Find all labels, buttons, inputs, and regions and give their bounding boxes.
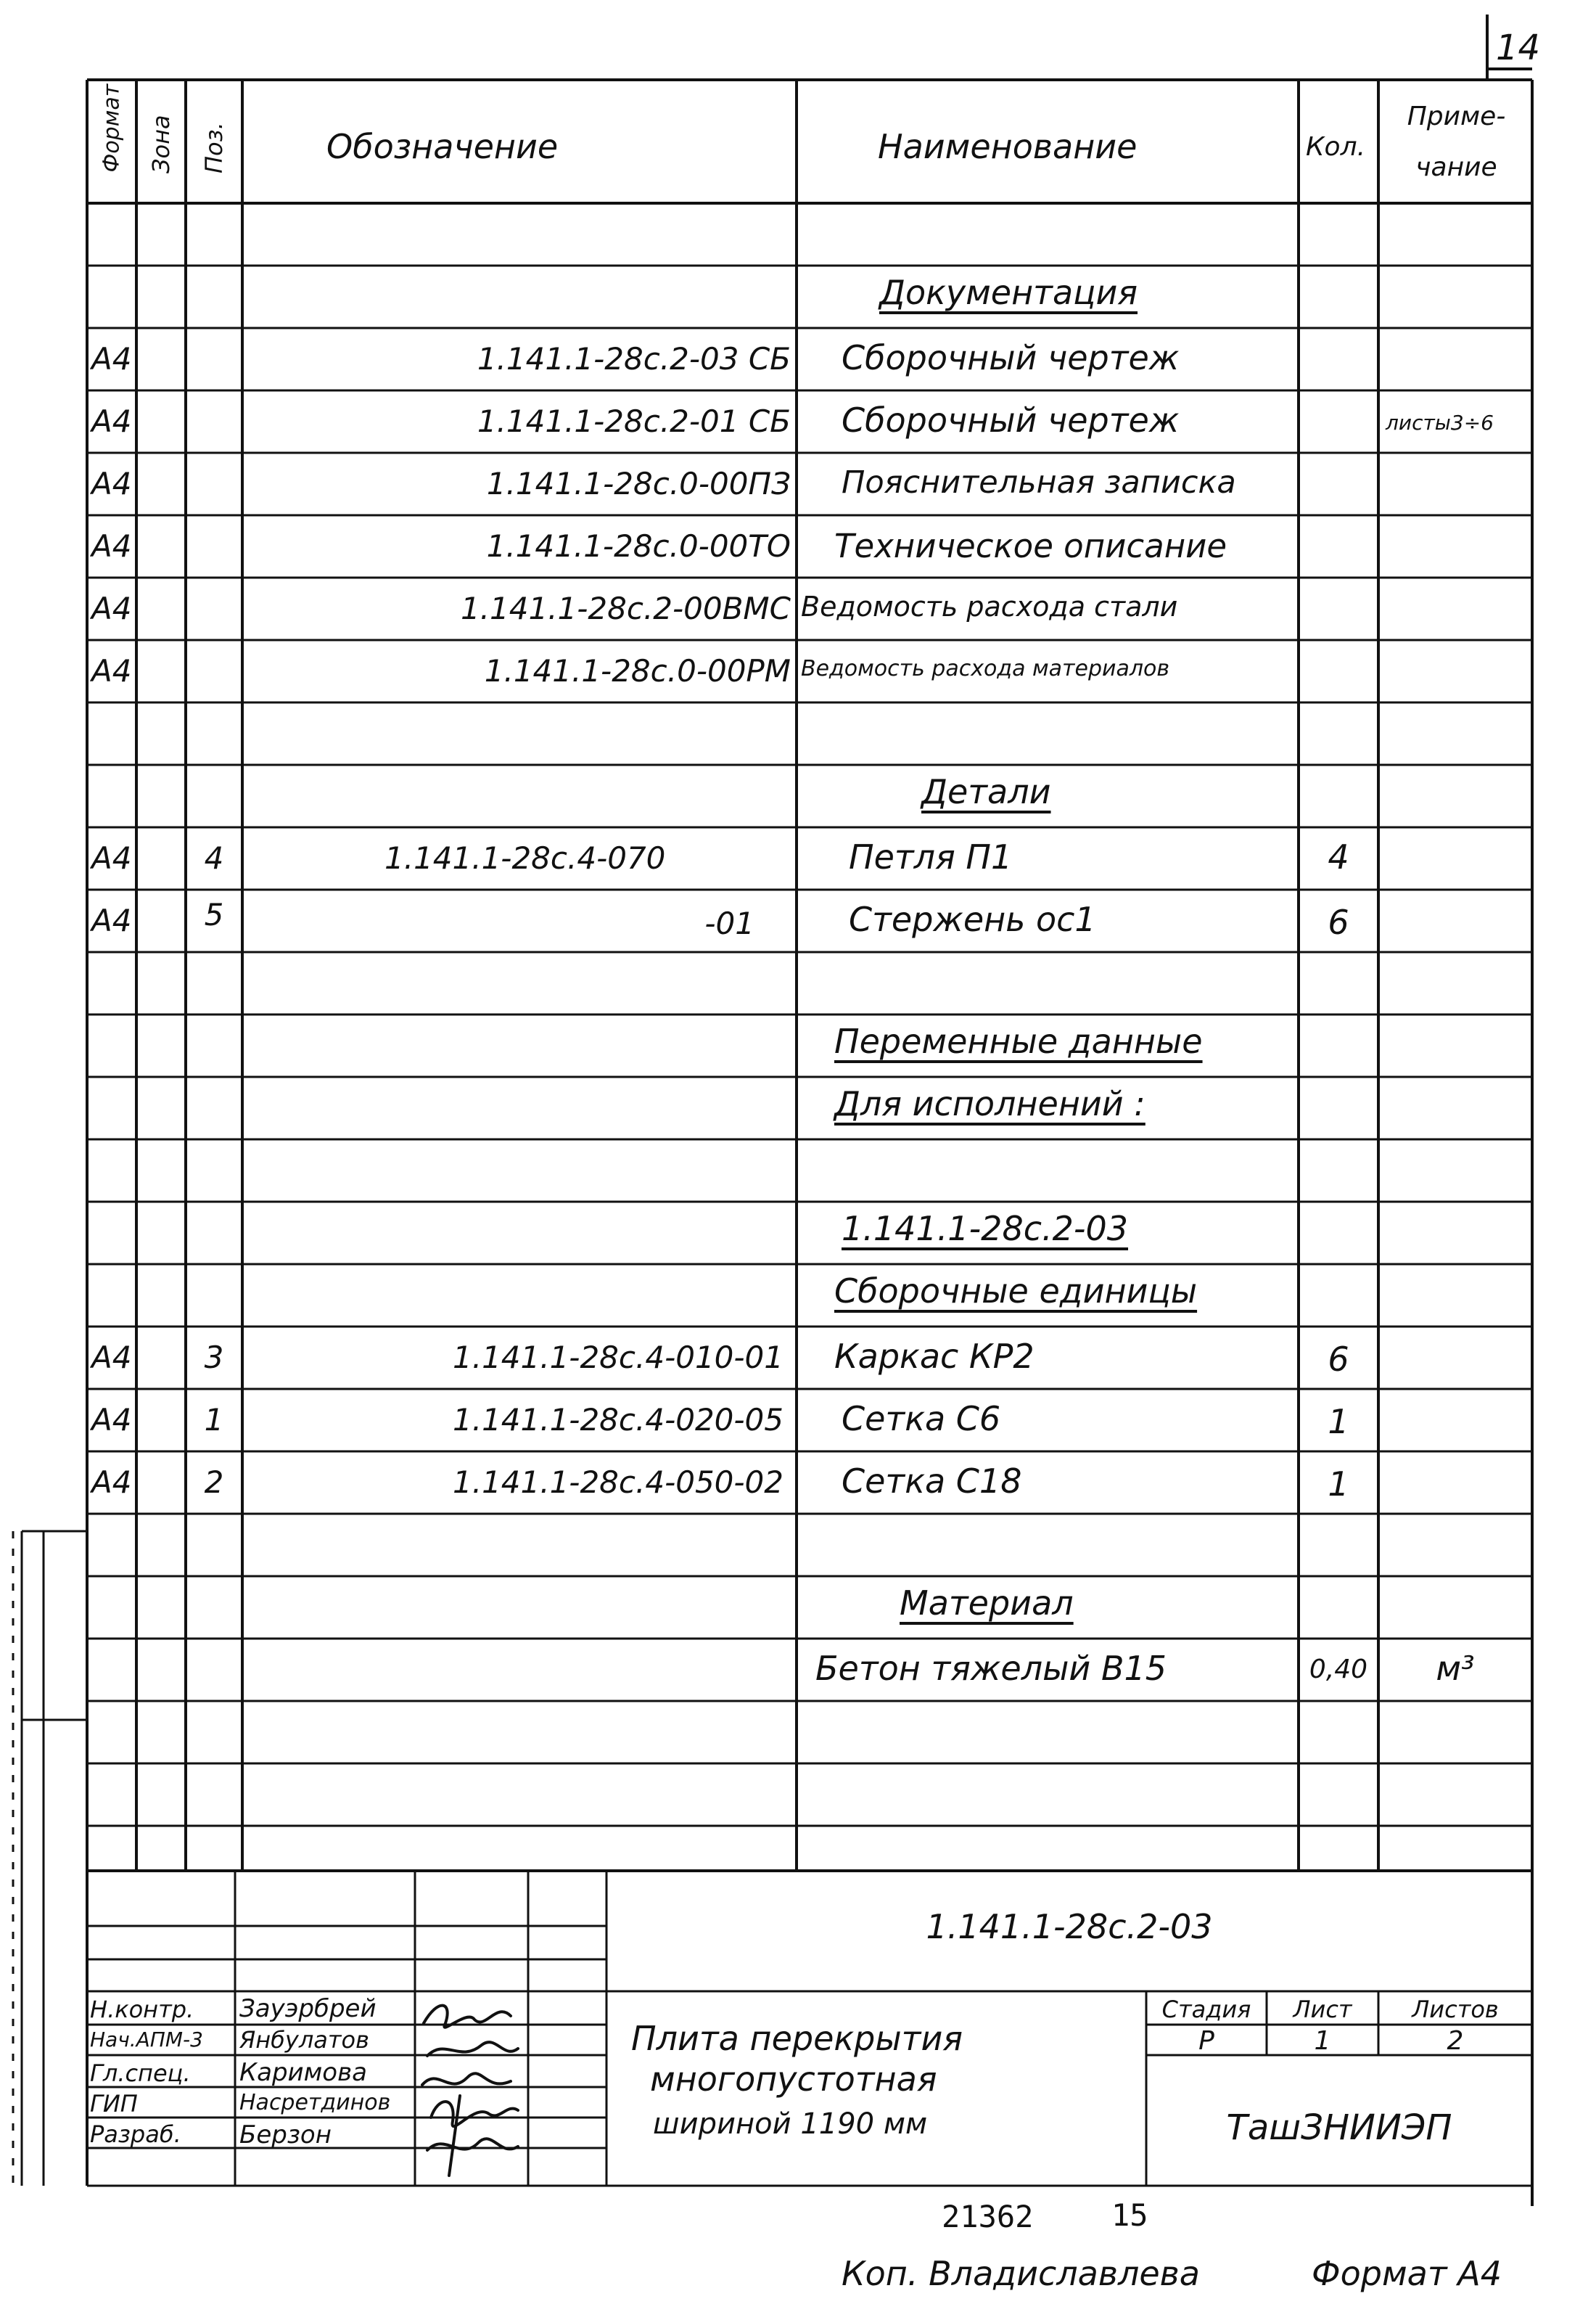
row-qty: 0,40 [1309,1655,1368,1684]
row-format: А4 [91,591,132,626]
row-name: Сборочный чертеж [842,401,1180,440]
row-pos: 4 [204,840,224,876]
row-pos: 1 [204,1402,224,1438]
header-name: Наименование [878,127,1138,166]
row-qty: 6 [1328,1340,1349,1379]
row-format: А4 [91,903,132,938]
row-name: Петля П1 [849,837,1013,877]
section-version-code: 1.141.1-28с.2-03 [842,1209,1129,1248]
header-format: Формат [99,83,125,173]
header-qty: Кол. [1306,132,1366,162]
row-designation: 1.141.1-28с.2-03 СБ [477,341,791,377]
sheet-number: 14 [1496,28,1541,68]
row-format: А4 [91,653,132,689]
inventory-number: 21362 [942,2199,1034,2234]
header-designation: Обозначение [326,127,559,166]
row-format: А4 [91,1402,132,1438]
row-designation: 1.141.1-28с.4-020-05 [453,1402,783,1438]
row-pos: 2 [204,1464,224,1500]
stage-value: Р [1198,2026,1214,2056]
role-label: Гл.спец. [90,2059,191,2087]
row-format: А4 [91,1464,132,1500]
row-qty: 1 [1328,1464,1349,1504]
row-designation: 1.141.1-28с.2-00ВМС [460,591,791,626]
page-number: 15 [1111,2197,1148,2233]
row-format: А4 [91,466,132,501]
role-label: Разраб. [90,2120,181,2148]
row-name: Бетон тяжелый В15 [815,1649,1167,1688]
row-format: А4 [91,528,132,564]
row-note: м³ [1436,1649,1475,1688]
sheet-value: 1 [1314,2026,1331,2056]
header-zone: Зона [147,115,175,173]
row-name: Сетка С6 [842,1399,1001,1438]
section-variable-data: Переменные данные [834,1022,1203,1061]
row-designation: 1.141.1-28с.4-010-01 [453,1340,783,1375]
row-format: А4 [91,403,132,439]
row-name: Сборочный чертеж [842,338,1180,377]
row-format: А4 [91,1340,132,1375]
row-pos: 3 [204,1340,224,1375]
row-designation: 1.141.1-28с.2-01 СБ [477,403,791,439]
stage-label: Стадия [1161,1996,1251,2023]
row-format: А4 [91,341,132,377]
title-doc-code: 1.141.1-28с.2-03 [926,1907,1213,1946]
row-qty: 4 [1328,837,1349,877]
person-name: Зауэрбрей [239,1994,377,2023]
section-documentation: Документация [879,273,1138,312]
organization: ТашЗНИИЭП [1226,2107,1452,2148]
role-label: ГИП [90,2090,138,2118]
person-name: Янбулатов [239,2026,369,2054]
row-pos: 5 [204,897,224,932]
title-line-3: шириной 1190 мм [653,2107,928,2141]
section-material: Материал [900,1583,1074,1623]
row-designation: 1.141.1-28с.0-00РМ [484,653,791,689]
row-designation: 1.141.1-28с.4-070 [384,840,666,876]
signatures [416,1994,527,2183]
row-designation: -01 [704,906,754,941]
sheets-value: 2 [1447,2026,1464,2056]
role-label: Нач.АПМ-3 [90,2028,203,2051]
person-name: Берзон [239,2120,332,2149]
sheets-label: Листов [1412,1996,1499,2023]
header-note-line2: чание [1415,152,1497,182]
row-name: Каркас КР2 [834,1337,1034,1376]
section-for-versions: Для исполнений : [834,1084,1145,1123]
sheet-label: Лист [1293,1996,1352,2023]
paper-format: Формат А4 [1312,2254,1502,2293]
person-name: Каримова [239,2058,367,2087]
person-name: Насретдинов [239,2090,391,2115]
copied-by: Коп. Владиславлева [842,2254,1200,2293]
row-format: А4 [91,840,132,876]
header-pos: Поз. [200,122,228,173]
row-designation: 1.141.1-28с.0-00ТО [486,528,791,564]
role-label: Н.контр. [90,1996,194,2023]
row-qty: 6 [1328,903,1349,942]
header-note-line1: Приме- [1407,102,1506,131]
row-name: Сетка С18 [842,1462,1022,1501]
row-designation: 1.141.1-28с.0-00ПЗ [486,466,791,501]
row-name: Пояснительная записка [842,464,1236,501]
title-line-2: многопустотная [650,2059,937,2099]
row-name: Ведомость расхода материалов [801,656,1170,681]
row-designation: 1.141.1-28с.4-050-02 [453,1464,783,1500]
row-name: Техническое описание [834,527,1227,565]
row-name: Стержень ос1 [849,900,1096,939]
section-assembly-units: Сборочные единицы [834,1271,1198,1311]
section-details: Детали [921,772,1051,811]
row-qty: 1 [1328,1402,1349,1441]
row-name: Ведомость расхода стали [801,591,1178,623]
title-line-1: Плита перекрытия [631,2019,963,2058]
row-note: листы3÷6 [1386,411,1494,435]
